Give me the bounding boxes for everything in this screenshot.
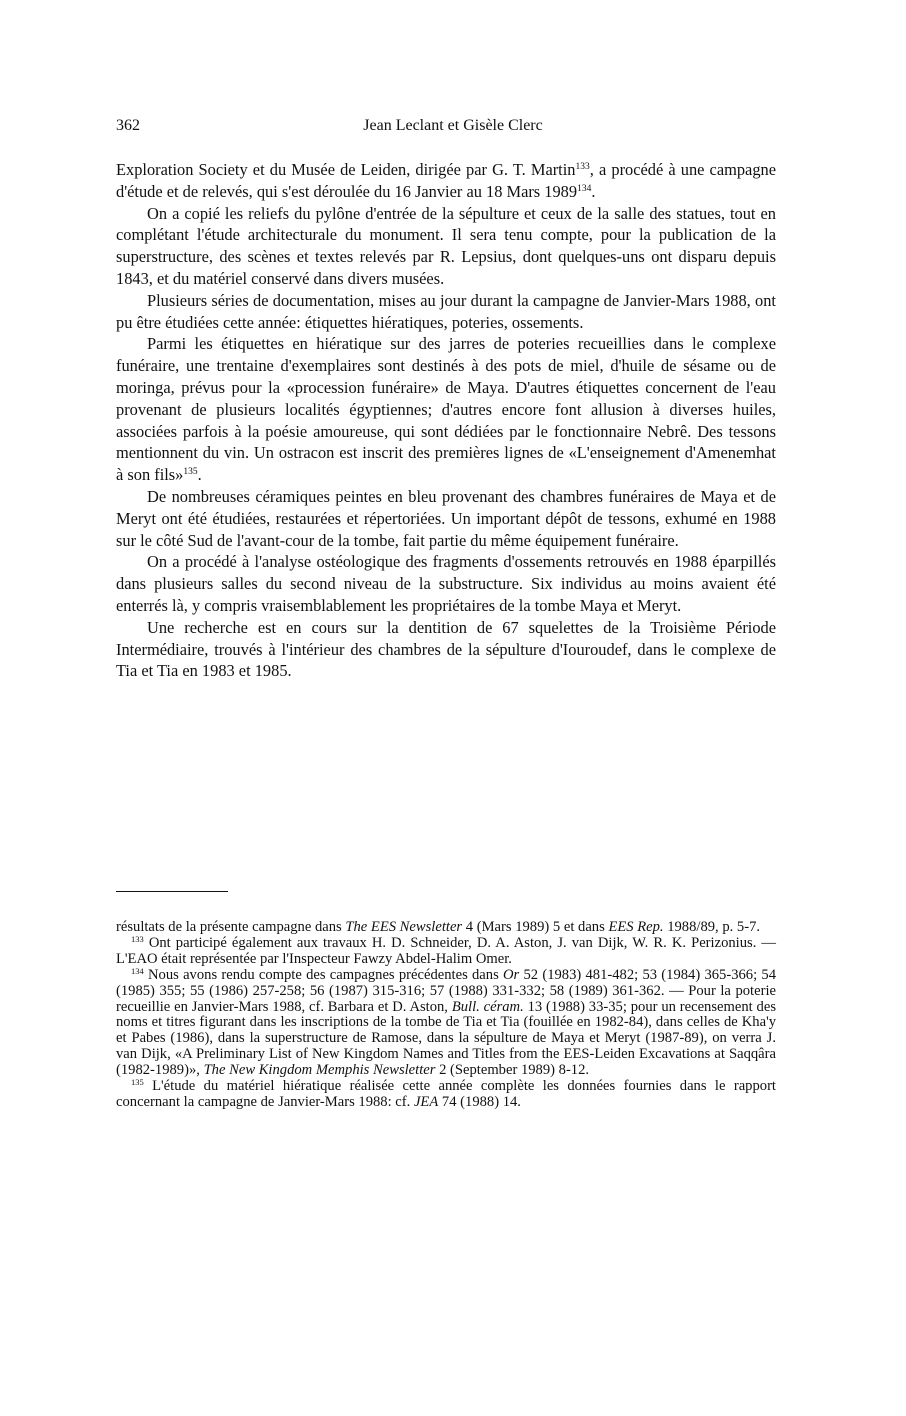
text-run: Nous avons rendu compte des campagnes précédentes dans [148, 966, 504, 983]
page-number: 362 [116, 117, 140, 134]
text-run: Exploration Society et du Musée de Leiden, dirigée par G. T. Martin [116, 160, 576, 179]
text-run: L'étude du matériel hiératique réalisée cette année complète les données fournies dans le rapport concernant la campagne de Janvier-Mars 1988: cf. [116, 1078, 776, 1110]
italic-title: Or [503, 966, 520, 983]
italic-title: Bull. céram. [451, 998, 524, 1015]
paragraph-3: Plusieurs séries de documentation, mises au jour durant la campagne de Janvier-Mars 1988, ont pu être étudiées cette année: étiquettes hiératiques, poteries, ossements. [116, 290, 776, 332]
paragraph-6: On a procédé à l'analyse ostéologique des fragments d'ossements retrouvés en 1988 éparpillés dans plusieurs salles du second niveau de la substructure. Six individus au moins avaient été enterrés là, y compris vraisemblablement les propriétaires de la tombe Maya et Meryt. [116, 552, 776, 615]
text-run: 1988/89, p. 5-7. [663, 919, 761, 935]
paragraph-4 [116, 333, 776, 486]
italic-title: EES Rep. [608, 919, 664, 935]
footnote-continuation [116, 920, 776, 936]
footnote-number: 134 [131, 965, 144, 976]
footnotes [116, 920, 776, 1111]
footnote-ref-133[interactable]: 133 [575, 162, 590, 172]
text-run: 74 (1988) 14. [438, 1093, 521, 1110]
text-run: , a procédé à une campagne d'étude et de relevés, qui s'est déroulée du 16 Janvier au 18 Mars 1989 [116, 160, 776, 201]
footnote-ref-134[interactable]: 134 [577, 183, 592, 194]
text-run: 13 (1988) 33-35; pour un recensement des noms et titres figurant dans les inscriptions de la tombe de Tia et Tia (fouillée en 1982-84), dans celles de Kha'y et Pabes (1986), dans la superstructure de Ramose, dans la sépulture de Maya et Meryt (1987-89), on verra J. van Dijk, «A Preliminary List of New Kingdom Names and Titles from the EES-Leiden Excavations at Saqqâra (1982-1989)», [116, 998, 776, 1079]
body-text [116, 159, 776, 682]
text-run: 4 (Mars 1989) 5 et dans [462, 919, 609, 935]
footnote-133 [116, 933, 777, 968]
footnote-134 [116, 965, 777, 1079]
text-run: résultats de la présente campagne dans [116, 919, 346, 935]
paragraph-1 [116, 159, 776, 203]
footnote-number: 135 [131, 1077, 144, 1088]
italic-title: The EES Newsletter [345, 919, 463, 935]
paragraph-5: De nombreuses céramiques peintes en bleu provenant des chambres funéraires de Maya et de Meryt ont été étudiées, restaurées et répertoriées. Un important dépôt de tessons, exhumé en 1988 sur le côté Sud de l'avant-cour de la tombe, fait partie du même équipement funéraire. [116, 486, 776, 550]
text-run: . [591, 181, 596, 201]
footnote-separator [116, 891, 228, 892]
text-run: Ont participé également aux travaux H. D. Schneider, D. A. Aston, J. van Dijk, W. R. K. Perizonius. — L'EAO était représentée par l'Inspecteur Fawzy Abdel-Halim Omer. [116, 934, 777, 967]
footnote-135 [116, 1079, 776, 1111]
text-run: 52 (1983) 481-482; 53 (1984) 365-366; 54 (1985) 355; 55 (1986) 257-258; 56 (1987) 315-316; 57 (1988) 331-332; 58 (1989) 361-362. — Pour la poterie recueillie en Janvier-Mars 1988, cf. Barbara et D. Aston, [116, 966, 777, 1015]
text-run: . [197, 465, 202, 485]
italic-title: JEA [413, 1093, 439, 1110]
footnote-ref-135[interactable]: 135 [183, 467, 198, 478]
text-run: 2 (September 1989) 8-12. [435, 1062, 590, 1079]
paragraph-7: Une recherche est en cours sur la dentition de 67 squelettes de la Troisième Période Intermédiaire, trouvés à l'intérieur des chambres de la sépulture d'Iouroudef, dans le complexe de Tia et Tia en 1983 et 1985. [116, 617, 776, 681]
text-run: Parmi les étiquettes en hiératique sur des jarres de poteries recueillies dans le complexe funéraire, une trentaine d'exemplaires sont destinés à des pots de miel, d'huile de sésame ou de moringa, prévus pour la «procession funéraire» de Maya. D'autres étiquettes concernent de l'eau provenant de plusieurs localités égyptiennes; d'autres encore font allusion à diverses huiles, associées parfois à la poésie amoureuse, qui sont dédiées par le fonctionnaire Nebrê. Des tessons mentionnent du vin. Un ostracon est inscrit des premières lignes de «L'enseignement d'Amenemhat à son fils» [116, 334, 776, 485]
footnote-number: 133 [131, 933, 144, 944]
italic-title: The New Kingdom Memphis Newsletter [203, 1062, 436, 1079]
running-head: Jean Leclant et Gisèle Clerc [363, 117, 543, 134]
paragraph-2: On a copié les reliefs du pylône d'entrée de la sépulture et ceux de la salle des statues, tout en complétant l'étude architecturale du monument. Il sera tenu compte, pour la publication de la superstructure, des scènes et textes relevés par R. Lepsius, dont quelques-uns ont disparu depuis 1843, et du matériel conservé dans divers musées. [116, 203, 776, 288]
